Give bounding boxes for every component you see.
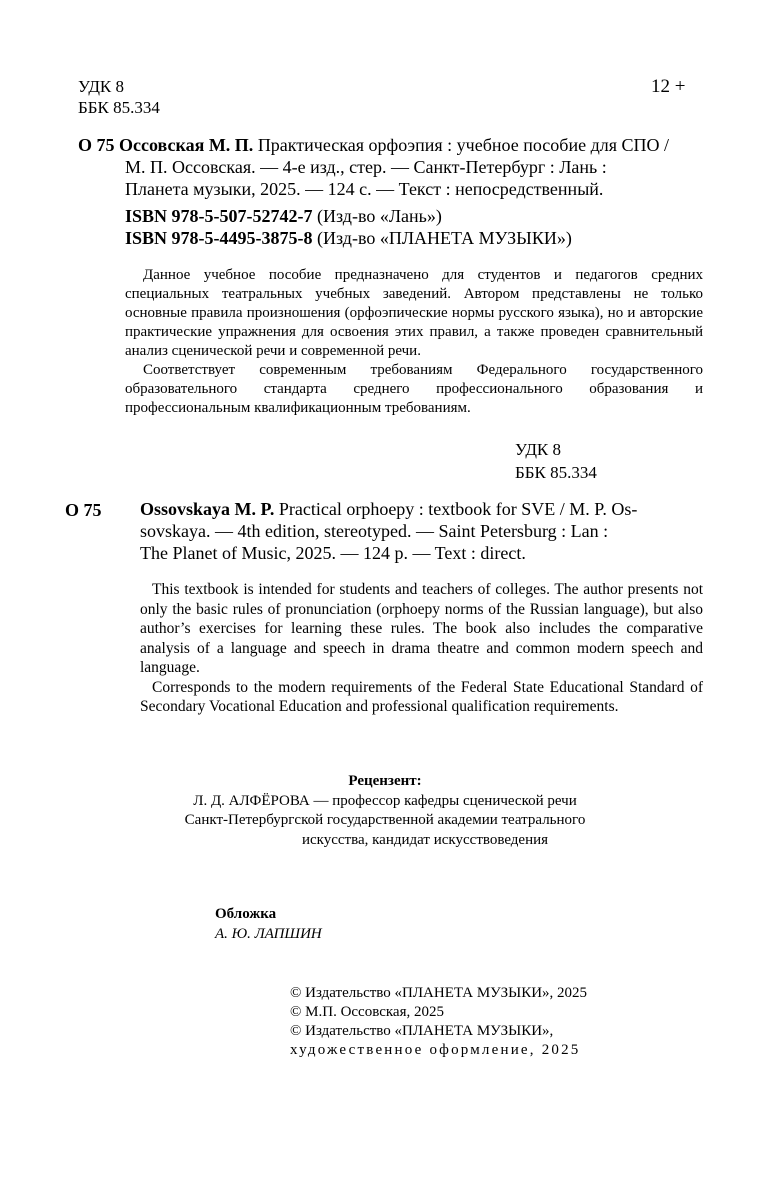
- bibliography-en-line2: sovskaya. — 4th edition, stereotyped. — Saint Petersburg : Lan :: [140, 521, 609, 541]
- isbn-line-1: [125, 205, 572, 227]
- bibliography-en-author: Ossovskaya M. P.: [140, 499, 275, 519]
- udk-code: УДК 8: [515, 440, 562, 459]
- reviewer-line: Санкт-Петербургской государственной академии театрального: [184, 812, 586, 828]
- copyright-block: [290, 984, 587, 1060]
- isbn-line-2: [125, 227, 572, 249]
- isbn-label: ISBN: [125, 228, 168, 248]
- copyright-line: © Издательство «ПЛАНЕТА МУЗЫКИ», 2025: [290, 985, 588, 1001]
- bibliography-ru-title: Практическая орфоэпия : учебное пособие для СПО /: [257, 135, 669, 155]
- bbk-code: ББК 85.334: [78, 98, 160, 117]
- bibliography-en-title: Practical orphoepy : textbook for SVE / M. P. Os-: [278, 499, 638, 519]
- isbn-number-2: 978-5-4495-3875-8: [171, 228, 313, 248]
- header-classification: [78, 76, 160, 118]
- isbn-publisher-2: (Изд-во «ПЛАНЕТА МУЗЫКИ»): [317, 228, 572, 248]
- reviewer-line: Л. Д. АЛФЁРОВА — профессор кафедры сценической речи: [193, 792, 577, 809]
- reviewer-block: [120, 772, 650, 850]
- isbn-publisher-1: (Изд-во «Лань»): [317, 206, 442, 226]
- abstract-ru-paragraph: Соответствует современным требованиям Федерального государственного образовательного стандарта среднего профессионального образования и профессиональным квалификационным требованиям.: [125, 362, 703, 416]
- bibliography-ru: [78, 134, 703, 200]
- copyright-line: художественное оформление, 2025: [290, 1042, 581, 1058]
- bbk-code: ББК 85.334: [515, 463, 597, 482]
- abstract-en: [140, 580, 703, 717]
- bibliography-ru-author: Оссовская М. П.: [119, 135, 254, 155]
- abstract-en-paragraph: Corresponds to the modern requirements of the Federal State Educational Standard of Secondary Vocational Education and professional qualification requirements.: [140, 678, 703, 715]
- copyright-line: © М.П. Оссовская, 2025: [290, 1004, 444, 1020]
- abstract-ru: [125, 266, 703, 418]
- classification-repeat: [515, 438, 597, 484]
- isbn-label: ISBN: [125, 206, 168, 226]
- bibliography-ru-line3: Планета музыки, 2025. — 124 с. — Текст : непосредственный.: [125, 179, 604, 199]
- bibliography-en-code: O 75: [65, 500, 102, 520]
- bibliography-en-line1: [140, 498, 703, 520]
- reviewer-line: искусства, кандидат искусствоведения: [301, 831, 549, 848]
- bibliography-en: [140, 498, 703, 564]
- bibliography-ru-line1: [78, 134, 703, 156]
- bibliography-en-line3: The Planet of Music, 2025. — 124 p. — Text : direct.: [140, 543, 526, 563]
- isbn-block: [125, 205, 572, 249]
- abstract-ru-paragraph: Данное учебное пособие предназначено для студентов и педагогов средних специальных театральных учебных заведений. Автором представлены не только основные правила произношения (орфоэпические нормы русского языка), но и авторские практические упражнения для освоения этих правил, а также проведен сравнительный анализ сценической речи и современной речи.: [125, 267, 703, 359]
- isbn-number-1: 978-5-507-52742-7: [171, 206, 313, 226]
- reviewer-title: Рецензент:: [348, 773, 422, 789]
- bibliography-ru-line2: М. П. Оссовская. — 4-е изд., стер. — Санкт-Петербург : Лань :: [125, 157, 607, 177]
- copyright-line: © Издательство «ПЛАНЕТА МУЗЫКИ»,: [290, 1023, 554, 1039]
- abstract-en-paragraph: This textbook is intended for students and teachers of colleges. The author presents not only the basic rules of pronunciation (orphoepy norms of the Russian language), but also author’s exercises for learning these rules. The book also includes the comparative analysis of a language and speech in drama theatre and common modern speech and language.: [140, 581, 703, 676]
- udk-code: УДК 8: [78, 77, 125, 96]
- age-rating: 12 +: [651, 76, 686, 97]
- cover-author: А. Ю. ЛАПШИН: [215, 926, 322, 942]
- cover-title: Обложка: [215, 906, 277, 922]
- bibliography-ru-code: О 75: [78, 135, 115, 155]
